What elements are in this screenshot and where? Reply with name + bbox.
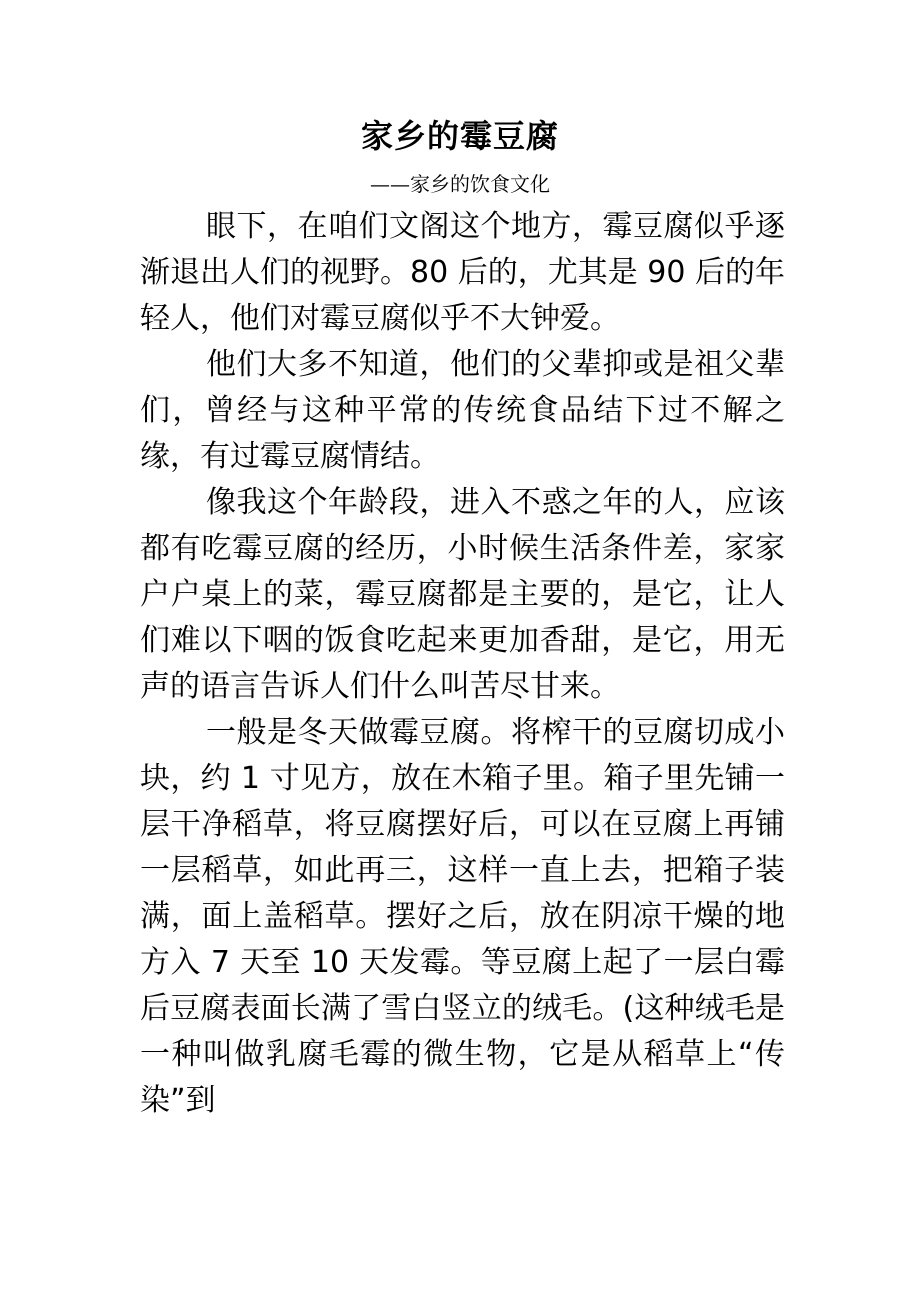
- paragraph: 像我这个年龄段，进入不惑之年的人，应该都有吃霉豆腐的经历，小时候生活条件差，家家户户桌上的菜，霉豆腐都是主要的，是它，让人们难以下咽的饭食吃起来更加香甜，是它，用无声的语言告诉人们什么叫苦尽甘来。: [140, 485, 785, 704]
- document-body: [140, 204, 785, 1124]
- document-title: 家乡的霉豆腐: [360, 117, 559, 155]
- document-subtitle: ——家乡的饮食文化: [370, 172, 550, 196]
- paragraph: 他们大多不知道，他们的父辈抑或是祖父辈们，曾经与这种平常的传统食品结下过不解之缘，有过霉豆腐情结。: [140, 347, 785, 474]
- paragraph: 眼下，在咱们文阁这个地方，霉豆腐似乎逐渐退出人们的视野。80 后的，尤其是 90 后的年轻人，他们对霉豆腐似乎不大钟爱。: [140, 209, 785, 336]
- paragraph: 一般是冬天做霉豆腐。将榨干的豆腐切成小块，约 1 寸见方，放在木箱子里。箱子里先铺一层干净稻草，将豆腐摆好后，可以在豆腐上再铺一层稻草，如此再三，这样一直上去，把箱子装满，面上盖稻草。摆好之后，放在阴凉干燥的地方入 7 天至 10 天发霉。等豆腐上起了一层白霉后豆腐表面长满了雪白竖立的绒毛。(这种绒毛是一种叫做乳腐毛霉的微生物，它是从稻草上“传染”到: [140, 715, 785, 1118]
